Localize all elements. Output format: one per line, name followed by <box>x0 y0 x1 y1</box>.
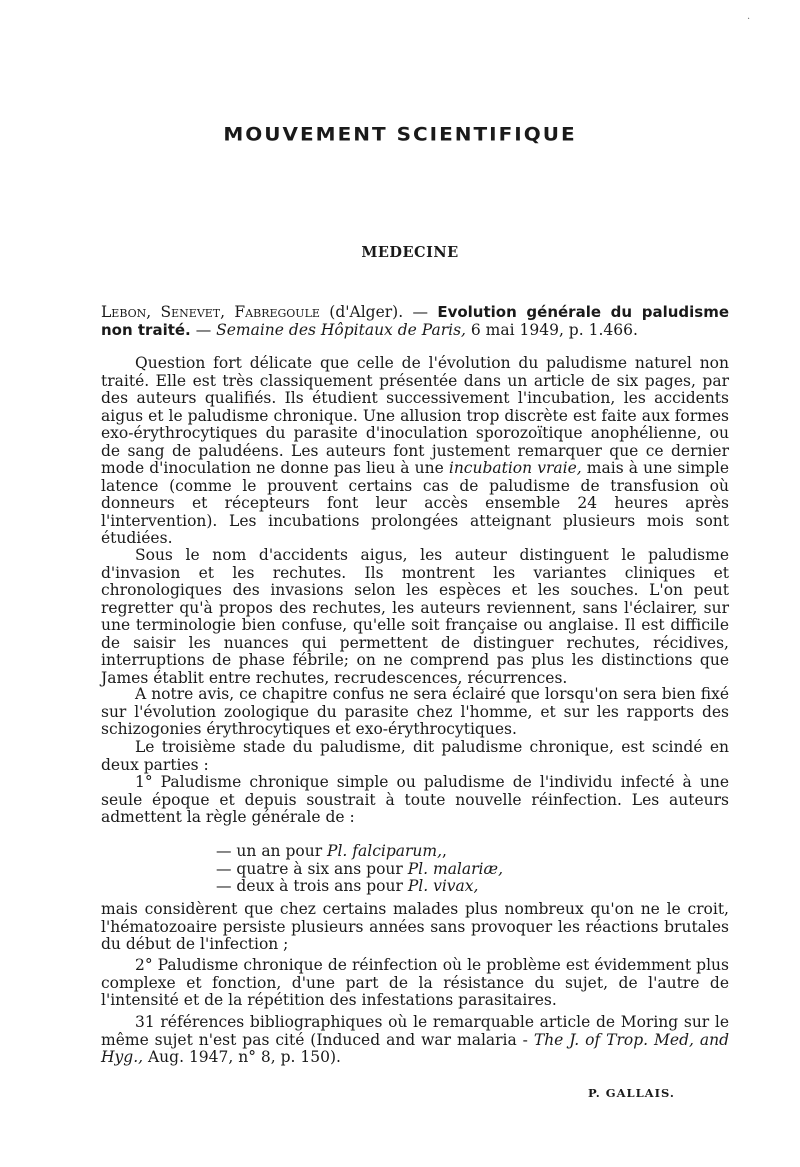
reference-authors: Lebon, Senevet, Fabregoule <box>101 303 320 321</box>
paragraph-chronic-stage: Le troisième stade du paludisme, dit paludisme chronique, est scindé en deux parties : <box>101 738 729 774</box>
paragraph-text: Question fort délicate que celle de l'évolution du paludisme naturel non traité. Elle est très classiquement présentée dans un article de six pages, par des auteurs qualifiés. Ils étudient successivement l'incubation, les accidents aigus et le paludisme chronique. Une allusion trop discrète est faite aux formes exo-érythrocytiques du parasite d'inoculation sporozoïtique anophélienne, ou de sang de paludéens. Les auteurs font justement remarquer que ce dernier mode d'inoculation ne donne pas lieu à une <box>101 354 729 477</box>
author-signature: P. GALLAIS. <box>588 1086 675 1100</box>
paragraph-acute-accidents: Sous le nom d'accidents aigus, les auteur distinguent le paludisme d'invasion et les rechutes. Ils montrent les variantes cliniques et chronologiques des invasions selon les espèces et les souches. L'on peut regretter qu'à propos des rechutes, les auteurs reviennent, sans l'éclairer, sur une terminologie bien confuse, qu'elle soit française ou anglaise. Il est difficile de saisir les nuances qui permettent de distinguer rechutes, récidives, interruptions de phase fébrile; on ne comprend pas plus les distinctions que James établit entre rechutes, recrudescences, récurrences. <box>101 546 729 687</box>
duration-list <box>216 843 503 896</box>
paragraph-reinfection: 2° Paludisme chronique de réinfection où le problème est évidemment plus complexe et fonction, d'une part de la résistance du sujet, de l'autre de l'intensité et de la répétition des infestations parasitaires. <box>101 956 729 1009</box>
bibliographic-reference <box>101 304 729 339</box>
paragraph-references <box>101 1014 729 1067</box>
journal-citation: The J. of Trop. Med, and Hyg., <box>101 1030 729 1066</box>
paragraph-chronic-simple: 1° Paludisme chronique simple ou paludisme de l'individu infecté à une seule époque et depuis soustrait à toute nouvelle réinfection. Les auteurs admettent la règle générale de : <box>101 773 729 826</box>
list-item: — deux à trois ans pour Pl. vivax, <box>216 877 479 895</box>
reference-title: Evolution générale du paludisme non traité. <box>101 303 729 339</box>
paragraph-opinion: A notre avis, ce chapitre confus ne sera éclairé que lorsqu'on sera bien fixé sur l'évolution zoologique du parasite chez l'homme, et sur les rapports des schizogonies érythrocytiques et exo-érythrocytiques. <box>101 685 729 738</box>
paragraph-incubation <box>101 355 729 548</box>
list-item: — quatre à six ans pour Pl. malariæ, <box>216 859 503 878</box>
reference-dash: — <box>190 320 217 339</box>
reference-journal: Semaine des Hôpitaux de Paris, <box>216 320 466 339</box>
paragraph-text: mais à une simple latence (comme le prouvent certains cas de paludisme de transfusion où donneurs et récepteurs font leur accès ensemble 24 heures après l'intervention). Les incubations prolongées atteignant plusieurs mois sont étudiées. <box>101 459 729 547</box>
list-item: — un an pour Pl. falciparum,, <box>216 842 447 860</box>
paragraph-emphasis: incubation vraie, <box>448 459 582 477</box>
scan-speck: · <box>747 14 751 25</box>
reference-location: (d'Alger). — <box>319 303 438 321</box>
subsection-heading: MEDECINE <box>361 244 459 261</box>
reference-date: 6 mai 1949, p. 1.466. <box>465 320 638 339</box>
paragraph-text: Aug. 1947, n° 8, p. 150). <box>143 1048 341 1066</box>
paragraph-text: 31 références bibliographiques où le remarquable article de Moring sur le même sujet n'est pas cité (Induced and war malaria - <box>101 1013 729 1049</box>
paragraph-persistence: mais considèrent que chez certains malades plus nombreux qu'on ne le croit, l'hématozoaire persiste plusieurs années sans provoquer les réactions brutales du début de l'infection ; <box>101 900 729 953</box>
section-title: MOUVEMENT SCIENTIFIQUE <box>223 122 577 146</box>
